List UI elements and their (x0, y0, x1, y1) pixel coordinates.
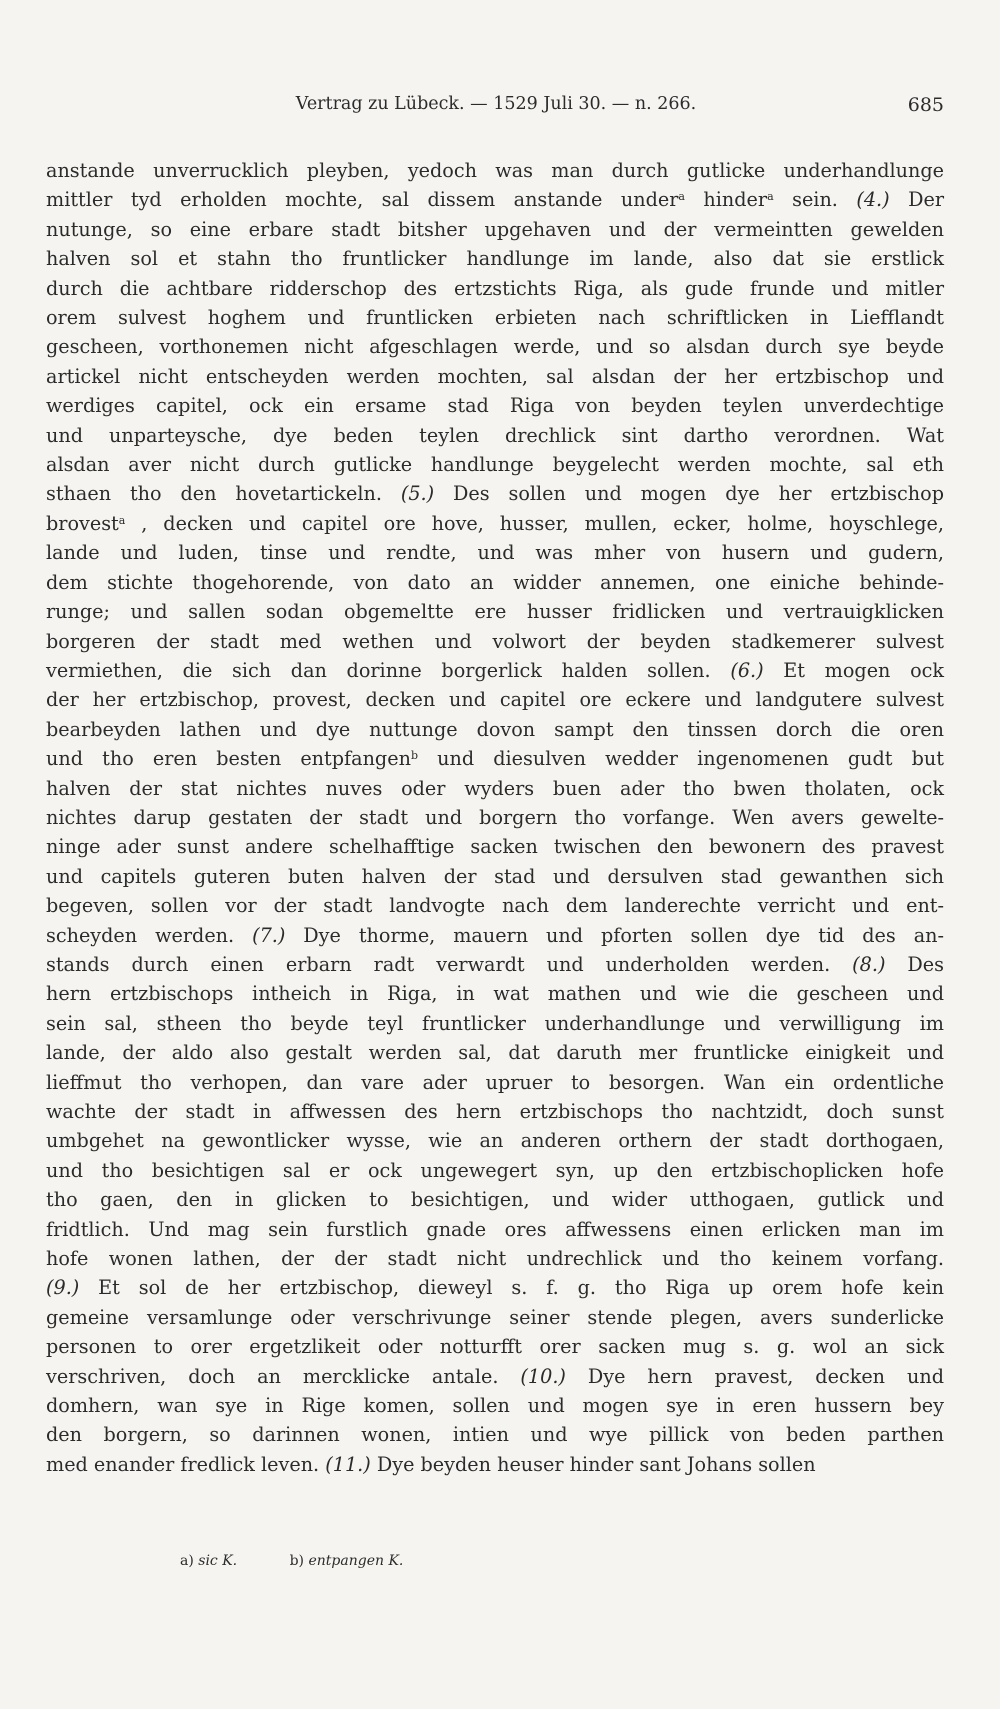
text-line (46, 1068, 944, 1097)
section-number: (5.) (400, 482, 435, 506)
text-run: fridtlich. Und mag sein furstlich gnade ores affwessens einen erlicken man im (46, 1217, 944, 1241)
text-line (46, 921, 944, 950)
text-line (46, 1420, 944, 1449)
text-run: Dye hern pravest, decken und (565, 1364, 944, 1388)
text-run: lande und luden, tinse und rendte, und was mher von husern und gudern, (46, 541, 944, 565)
text-run: ninge ader sunst andere schelhafftige sacken twischen den bewonern des pravest (46, 835, 944, 859)
text-line (46, 1450, 944, 1479)
text-run: und unparteysche, dye beden teylen drechlick sint dartho verordnen. Wat (46, 423, 944, 447)
text-line (46, 744, 944, 773)
text-run: Et mogen ock (763, 658, 944, 682)
text-run: artickel nicht entscheyden werden mochten, sal alsdan der her ertzbischop und (46, 364, 944, 388)
text-line (46, 215, 944, 244)
footnote-b (290, 1553, 404, 1569)
text-run: gemeine versamlunge oder verschrivunge seiner stende plegen, avers sunderlicke (46, 1305, 944, 1329)
text-run: wachte der stadt in affwessen des hern ertzbischops tho nachtzidt, doch sunst (46, 1100, 944, 1123)
text-line (46, 832, 944, 861)
section-number: (8.) (852, 952, 886, 976)
text-line (46, 1038, 944, 1067)
text-run: begeven, sollen vor der stadt landvogte nach dem landerechte verricht und ent- (46, 894, 944, 918)
section-number: (9.) (46, 1276, 80, 1300)
text-line (46, 1097, 944, 1126)
text-run: und tho eren besten entpfangen (46, 747, 411, 771)
text-run: Dye thorme, mauern und pforten sollen dye tid des an- (285, 923, 944, 947)
text-line (46, 538, 944, 567)
text-run: nutunge, so eine erbare stadt bitsher upgehaven und der vermeintten gewelden (46, 217, 944, 241)
section-number: (10.) (520, 1364, 566, 1388)
section-number: (6.) (730, 658, 764, 682)
text-run: Des (885, 952, 945, 976)
text-run: hofe wonen lathen, der der stadt nicht undrechlick und tho keinem vorfang. (46, 1247, 944, 1271)
text-run: und diesulven wedder ingenomenen gudt but (417, 747, 945, 771)
running-title: Vertrag zu Lübeck. — 1529 Juli 30. — n. 266. (295, 94, 697, 114)
text-line (46, 597, 944, 626)
text-line (46, 568, 944, 597)
page-number: 685 (907, 94, 944, 116)
text-run: den borgern, so darinnen wonen, intien und wye pillick von beden parthen (46, 1423, 944, 1447)
text-run: hern ertzbischops intheich in Riga, in wat mathen und wie die gescheen und (46, 982, 944, 1006)
text-run: durch die achtbare ridderschop des ertzstichts Riga, als gude frunde und mitler (46, 276, 944, 300)
text-line (46, 950, 944, 979)
text-run: Dye beyden heuser hinder sant Johans sollen (370, 1452, 816, 1476)
text-line (46, 1391, 944, 1420)
text-line (46, 891, 944, 920)
footnote-text: entpangen K. (308, 1553, 404, 1569)
text-run: verschriven, doch an mercklicke antale. (46, 1364, 521, 1388)
footnote-marker: a (678, 190, 685, 204)
footnote-label: b) (289, 1553, 305, 1569)
text-line (46, 450, 944, 479)
footnote-text: sic K. (198, 1553, 238, 1569)
text-line (46, 479, 944, 508)
text-run: borgeren der stadt med wethen und volwort der beyden stadkemerer sulvest (46, 629, 944, 653)
text-line (46, 1215, 944, 1244)
text-run: und capitels guteren buten halven der stad und dersulven stad gewanthen sich (46, 864, 944, 888)
text-line (46, 421, 944, 450)
text-line (46, 979, 944, 1008)
text-run: werdiges capitel, ock ein ersame stad Riga von beyden teylen unverdechtige (46, 394, 944, 418)
footnote-label: a) (180, 1553, 194, 1569)
text-run: und tho besichtigen sal er ock ungewegert syn, up den ertzbischoplicken hofe (46, 1158, 944, 1182)
text-run: Der (889, 188, 945, 212)
text-run: halven der stat nichtes nuves oder wyders buen ader tho bwen tholaten, ock (46, 776, 944, 800)
text-line (46, 1244, 944, 1273)
text-line (46, 627, 944, 656)
text-run: stands durch einen erbarn radt verwardt und underholden werden. (46, 952, 853, 976)
footnote-marker: a (767, 190, 774, 204)
text-run: vermiethen, die sich dan dorinne borgerlick halden sollen. (46, 658, 731, 682)
text-line (46, 185, 944, 214)
section-number: (4.) (856, 188, 890, 212)
text-line (46, 803, 944, 832)
text-run: tho gaen, den in glicken to besichtigen, und wider utthogaen, gutlick und (46, 1188, 944, 1212)
page-header (48, 94, 944, 118)
text-run: dem stichte thogehorende, von dato an widder annemen, one einiche behinde- (46, 570, 944, 594)
text-run: orem sulvest hoghem und fruntlicken erbieten nach schriftlicken in Liefflandt (46, 306, 944, 330)
text-run: alsdan aver nicht durch gutlicke handlunge beygelecht werden mochte, sal eth (46, 453, 944, 477)
text-line (46, 362, 944, 391)
text-line (46, 1332, 944, 1361)
text-run: sein. (773, 188, 857, 212)
text-line (46, 1362, 944, 1391)
text-run: lieffmut tho verhopen, dan vare ader upruer to besorgen. Wan ein ordentliche (46, 1070, 944, 1094)
text-run: mittler tyd erholden mochte, sal dissem anstande under (46, 188, 679, 212)
text-line (46, 715, 944, 744)
section-number: (7.) (252, 923, 286, 947)
text-line (46, 862, 944, 891)
text-line (46, 1126, 944, 1155)
text-run: nichtes darup gestaten der stadt und borgern tho vorfange. Wen avers gewelte- (46, 805, 944, 829)
footnote-marker: b (410, 749, 418, 763)
text-run: scheyden werden. (46, 923, 253, 947)
text-line (46, 156, 944, 185)
text-run: Des sollen und mogen dye her ertzbischop (434, 482, 944, 506)
text-run: personen to orer ergetzlikeit oder notturfft orer sacken mug s. g. wol an sick (46, 1335, 944, 1359)
text-run: hinder (684, 188, 768, 212)
text-line (46, 774, 944, 803)
text-run: , decken und capitel ore hove, husser, mullen, ecker, holme, hoyschlege, (125, 511, 944, 535)
text-line (46, 1009, 944, 1038)
text-line (46, 274, 944, 303)
text-line (46, 1156, 944, 1185)
text-line (46, 1185, 944, 1214)
footnote-marker: a (118, 513, 126, 527)
section-number: (11.) (325, 1452, 371, 1476)
text-run: lande, der aldo also gestalt werden sal, dat daruth mer fruntlicke einigkeit und (46, 1041, 944, 1065)
text-run: runge; und sallen sodan obgemeltte ere husser fridlicken und vertrauigklicken (46, 600, 944, 624)
footnotes (180, 1553, 780, 1569)
text-line (46, 244, 944, 273)
text-run: umbgehet na gewontlicker wysse, wie an anderen orthern der stadt dorthogaen, (46, 1129, 944, 1153)
text-line (46, 1273, 944, 1302)
text-line (46, 1303, 944, 1332)
text-line (46, 656, 944, 685)
main-text (46, 156, 944, 1479)
text-line (46, 685, 944, 714)
text-run: sein sal, stheen tho beyde teyl fruntlicker underhandlunge und verwilligung im (46, 1011, 944, 1035)
text-line (46, 391, 944, 420)
text-run: anstande unverrucklich pleyben, yedoch was man durch gutlicke underhandlunge (46, 159, 944, 182)
text-run: gescheen, vorthonemen nicht afgeschlagen werde, und so alsdan durch sye beyde (46, 335, 944, 359)
text-run: der her ertzbischop, provest, decken und capitel ore eckere und landgutere sulvest (46, 688, 944, 712)
text-line (46, 303, 944, 332)
text-run: halven sol et stahn tho fruntlicker handlunge im lande, also dat sie erstlick (46, 247, 944, 271)
text-run: bearbeyden lathen und dye nuttunge dovon sampt den tinssen dorch die oren (46, 717, 944, 741)
text-line (46, 332, 944, 361)
text-run: sthaen tho den hovetartickeln. (46, 482, 401, 506)
text-run: med enander fredlick leven. (46, 1452, 326, 1476)
footnote-a (180, 1553, 242, 1569)
text-line (46, 509, 944, 538)
text-run: Et sol de her ertzbischop, dieweyl s. f. g. tho Riga up orem hofe kein (79, 1276, 944, 1300)
text-run: brovest (46, 511, 119, 535)
text-run: domhern, wan sye in Rige komen, sollen und mogen sye in eren hussern bey (46, 1394, 944, 1418)
